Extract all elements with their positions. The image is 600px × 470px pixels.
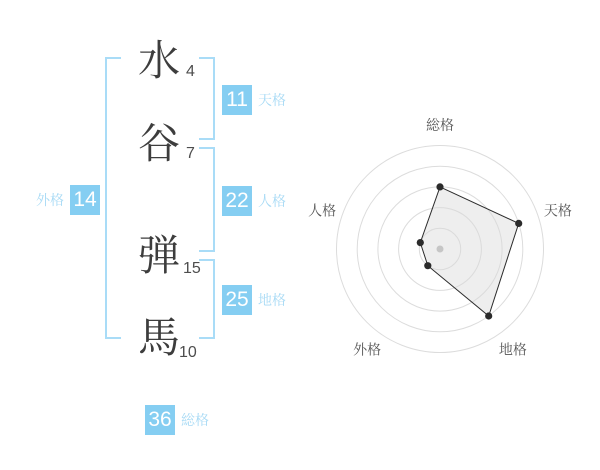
- radar-axis-label: 地格: [498, 341, 527, 358]
- radar-data-point: [436, 183, 443, 190]
- radar-center-dot: [437, 246, 444, 253]
- tenkaku-badge: 11: [222, 85, 252, 115]
- name-char-3: 弾: [137, 232, 180, 279]
- radar-data-polygon: [420, 187, 518, 316]
- tenkaku-label: 天格: [258, 92, 286, 108]
- radar-data-point: [424, 262, 431, 269]
- soukaku-label: 総格: [181, 412, 209, 428]
- gaikaku-label: 外格: [36, 192, 64, 208]
- radar-data-point: [485, 312, 492, 319]
- radar-chart-svg: [295, 110, 595, 380]
- gaikaku-badge: 14: [70, 185, 100, 215]
- tenkaku-bracket: [199, 57, 215, 140]
- radar-chart: [295, 110, 595, 380]
- jinkaku-bracket: [199, 147, 215, 252]
- radar-axis-label: 外格: [353, 341, 382, 358]
- name-char-1: 水: [137, 37, 180, 84]
- gaikaku-bracket: [105, 57, 121, 339]
- radar-axis-label: 人格: [308, 202, 337, 219]
- radar-axis-label: 天格: [543, 202, 572, 219]
- radar-data-point: [515, 220, 522, 227]
- stroke-count-1: 4: [186, 63, 195, 80]
- stroke-count-4: 10: [179, 344, 197, 361]
- radar-axis-label: 総格: [426, 117, 454, 133]
- name-char-4: 馬: [137, 314, 180, 361]
- stroke-count-3: 15: [183, 260, 201, 277]
- radar-data-point: [417, 239, 424, 246]
- jinkaku-badge: 22: [222, 186, 252, 216]
- chikaku-label: 地格: [258, 292, 286, 308]
- stroke-count-2: 7: [186, 145, 195, 162]
- soukaku-badge: 36: [145, 405, 175, 435]
- jinkaku-label: 人格: [258, 193, 286, 209]
- name-char-2: 谷: [137, 120, 180, 167]
- chikaku-badge: 25: [222, 285, 252, 315]
- chikaku-bracket: [199, 259, 215, 339]
